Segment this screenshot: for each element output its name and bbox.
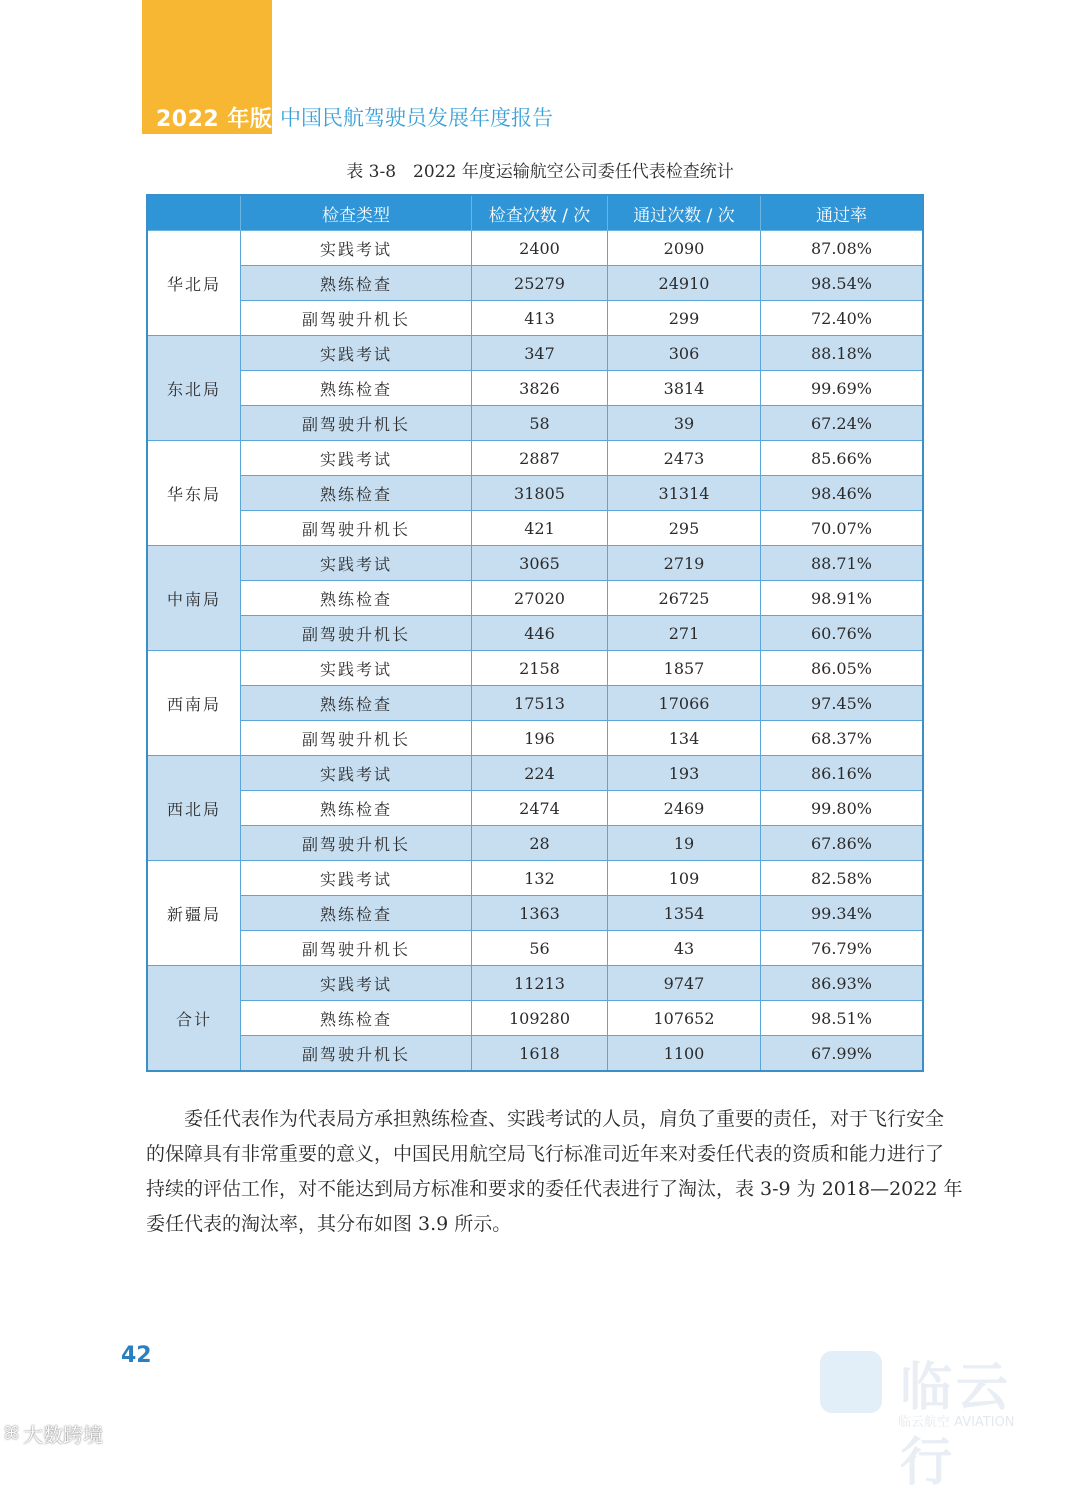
pass-count-cell: 43 xyxy=(608,931,761,966)
table-row xyxy=(147,826,923,861)
table-row xyxy=(147,266,923,301)
pass-count-cell: 306 xyxy=(608,336,761,371)
column-header-pass-rate: 通过率 xyxy=(761,195,924,231)
check-type-cell: 实践考试 xyxy=(241,651,472,686)
check-type-cell: 实践考试 xyxy=(241,966,472,1001)
pass-rate-cell: 70.07% xyxy=(761,511,924,546)
pass-count-cell: 31314 xyxy=(608,476,761,511)
pass-count-cell: 271 xyxy=(608,616,761,651)
check-type-cell: 熟练检查 xyxy=(241,581,472,616)
check-type-cell: 熟练检查 xyxy=(241,791,472,826)
pass-count-cell: 109 xyxy=(608,861,761,896)
check-count-cell: 3826 xyxy=(472,371,608,406)
check-count-cell: 347 xyxy=(472,336,608,371)
table-row xyxy=(147,511,923,546)
check-count-cell: 196 xyxy=(472,721,608,756)
pass-count-cell: 134 xyxy=(608,721,761,756)
check-count-cell: 1363 xyxy=(472,896,608,931)
region-cell: 合计 xyxy=(147,966,241,1072)
check-type-cell: 熟练检查 xyxy=(241,266,472,301)
check-type-cell: 实践考试 xyxy=(241,546,472,581)
check-count-cell: 132 xyxy=(472,861,608,896)
check-count-cell: 56 xyxy=(472,931,608,966)
pass-count-cell: 2719 xyxy=(608,546,761,581)
table-row xyxy=(147,721,923,756)
check-count-cell: 11213 xyxy=(472,966,608,1001)
pass-rate-cell: 67.86% xyxy=(761,826,924,861)
pass-count-cell: 299 xyxy=(608,301,761,336)
check-type-cell: 熟练检查 xyxy=(241,476,472,511)
pass-rate-cell: 68.37% xyxy=(761,721,924,756)
pass-rate-cell: 98.46% xyxy=(761,476,924,511)
check-type-cell: 副驾驶升机长 xyxy=(241,616,472,651)
check-type-cell: 实践考试 xyxy=(241,336,472,371)
pass-rate-cell: 99.80% xyxy=(761,791,924,826)
check-count-cell: 413 xyxy=(472,301,608,336)
check-type-cell: 熟练检查 xyxy=(241,1001,472,1036)
table-row xyxy=(147,1036,923,1072)
pass-count-cell: 193 xyxy=(608,756,761,791)
table-row xyxy=(147,651,923,686)
pass-rate-cell: 98.51% xyxy=(761,1001,924,1036)
check-count-cell: 109280 xyxy=(472,1001,608,1036)
check-count-cell: 58 xyxy=(472,406,608,441)
check-count-cell: 1618 xyxy=(472,1036,608,1072)
check-type-cell: 熟练检查 xyxy=(241,371,472,406)
pass-count-cell: 2090 xyxy=(608,231,761,266)
pass-rate-cell: 60.76% xyxy=(761,616,924,651)
check-count-cell: 25279 xyxy=(472,266,608,301)
check-type-cell: 实践考试 xyxy=(241,441,472,476)
table-row xyxy=(147,931,923,966)
pass-rate-cell: 76.79% xyxy=(761,931,924,966)
column-header-region xyxy=(147,195,241,231)
table-row xyxy=(147,756,923,791)
table-row xyxy=(147,1001,923,1036)
table-row xyxy=(147,336,923,371)
check-count-cell: 2887 xyxy=(472,441,608,476)
column-header-pass-count: 通过次数 / 次 xyxy=(608,195,761,231)
table-row xyxy=(147,231,923,266)
watermark-brand xyxy=(820,1345,1060,1493)
pass-count-cell: 26725 xyxy=(608,581,761,616)
table-row xyxy=(147,546,923,581)
pass-rate-cell: 99.69% xyxy=(761,371,924,406)
watermark-brand-text: 临云行 xyxy=(900,1358,1013,1493)
table-row xyxy=(147,686,923,721)
pass-count-cell: 2469 xyxy=(608,791,761,826)
pass-rate-cell: 88.71% xyxy=(761,546,924,581)
pass-count-cell: 1100 xyxy=(608,1036,761,1072)
region-cell: 东北局 xyxy=(147,336,241,441)
pass-count-cell: 1857 xyxy=(608,651,761,686)
table-header-row xyxy=(147,195,923,231)
check-type-cell: 熟练检查 xyxy=(241,896,472,931)
check-count-cell: 17513 xyxy=(472,686,608,721)
pass-rate-cell: 86.16% xyxy=(761,756,924,791)
table-row xyxy=(147,581,923,616)
check-type-cell: 副驾驶升机长 xyxy=(241,931,472,966)
table-row xyxy=(147,406,923,441)
check-count-cell: 2158 xyxy=(472,651,608,686)
pass-count-cell: 17066 xyxy=(608,686,761,721)
report-title: 中国民航驾驶员发展年度报告 xyxy=(280,106,553,130)
table-caption: 表 3-8 2022 年度运输航空公司委任代表检查统计 xyxy=(346,162,734,182)
pass-rate-cell: 82.58% xyxy=(761,861,924,896)
pass-count-cell: 39 xyxy=(608,406,761,441)
table-row xyxy=(147,616,923,651)
column-header-check-count: 检查次数 / 次 xyxy=(472,195,608,231)
check-count-cell: 31805 xyxy=(472,476,608,511)
pass-rate-cell: 99.34% xyxy=(761,896,924,931)
check-count-cell: 421 xyxy=(472,511,608,546)
check-type-cell: 实践考试 xyxy=(241,861,472,896)
check-type-cell: 副驾驶升机长 xyxy=(241,826,472,861)
region-cell: 西南局 xyxy=(147,651,241,756)
pass-rate-cell: 72.40% xyxy=(761,301,924,336)
inspection-statistics-table xyxy=(146,194,924,1072)
check-type-cell: 副驾驶升机长 xyxy=(241,301,472,336)
paragraph-line: 委任代表作为代表局方承担熟练检查、实践考试的人员，肩负了重要的责任，对于飞行安全 xyxy=(146,1108,945,1130)
pass-rate-cell: 87.08% xyxy=(761,231,924,266)
edition-year-label: 2022 年版 xyxy=(156,107,273,132)
region-cell: 中南局 xyxy=(147,546,241,651)
check-type-cell: 熟练检查 xyxy=(241,686,472,721)
check-type-cell: 副驾驶升机长 xyxy=(241,1036,472,1072)
check-count-cell: 446 xyxy=(472,616,608,651)
paragraph-line: 的保障具有非常重要的意义，中国民用航空局飞行标准司近年来对委任代表的资质和能力进行了 xyxy=(146,1143,945,1165)
region-cell: 华北局 xyxy=(147,231,241,336)
watermark-source xyxy=(4,1419,103,1448)
table-row xyxy=(147,441,923,476)
region-cell: 新疆局 xyxy=(147,861,241,966)
pass-rate-cell: 67.99% xyxy=(761,1036,924,1072)
pass-count-cell: 295 xyxy=(608,511,761,546)
table-row xyxy=(147,791,923,826)
page-number: 42 xyxy=(121,1343,152,1368)
table-row xyxy=(147,896,923,931)
check-count-cell: 224 xyxy=(472,756,608,791)
region-cell: 华东局 xyxy=(147,441,241,546)
column-header-check-type: 检查类型 xyxy=(241,195,472,231)
pass-count-cell: 1354 xyxy=(608,896,761,931)
check-type-cell: 副驾驶升机长 xyxy=(241,406,472,441)
pass-rate-cell: 86.05% xyxy=(761,651,924,686)
check-count-cell: 27020 xyxy=(472,581,608,616)
pass-count-cell: 107652 xyxy=(608,1001,761,1036)
pass-count-cell: 3814 xyxy=(608,371,761,406)
pass-count-cell: 19 xyxy=(608,826,761,861)
table-body xyxy=(147,231,923,1072)
pass-rate-cell: 88.18% xyxy=(761,336,924,371)
pass-rate-cell: 86.93% xyxy=(761,966,924,1001)
pass-count-cell: 9747 xyxy=(608,966,761,1001)
airplane-logo-icon xyxy=(820,1351,882,1413)
table-row xyxy=(147,301,923,336)
pass-rate-cell: 98.54% xyxy=(761,266,924,301)
table-row xyxy=(147,371,923,406)
table-row xyxy=(147,966,923,1001)
check-count-cell: 28 xyxy=(472,826,608,861)
table-row xyxy=(147,861,923,896)
watermark-source-text: 大数跨境 xyxy=(22,1423,103,1447)
pass-rate-cell: 85.66% xyxy=(761,441,924,476)
check-type-cell: 实践考试 xyxy=(241,231,472,266)
check-type-cell: 副驾驶升机长 xyxy=(241,721,472,756)
watermark-brand-subtext: 临云航空 AVIATION xyxy=(898,1415,1015,1430)
check-count-cell: 2474 xyxy=(472,791,608,826)
pass-rate-cell: 67.24% xyxy=(761,406,924,441)
check-type-cell: 副驾驶升机长 xyxy=(241,511,472,546)
paragraph-line: 持续的评估工作，对不能达到局方标准和要求的委任代表进行了淘汰，表 3-9 为 2018—2022 年 xyxy=(146,1178,963,1200)
paragraph-line: 委任代表的淘汰率，其分布如图 3.9 所示。 xyxy=(146,1213,512,1235)
check-count-cell: 2400 xyxy=(472,231,608,266)
body-paragraph xyxy=(146,1102,963,1242)
table-row xyxy=(147,476,923,511)
pass-rate-cell: 97.45% xyxy=(761,686,924,721)
check-count-cell: 3065 xyxy=(472,546,608,581)
pass-count-cell: 24910 xyxy=(608,266,761,301)
weibo-logo-icon: ꕤ xyxy=(4,1423,19,1444)
region-cell: 西北局 xyxy=(147,756,241,861)
pass-rate-cell: 98.91% xyxy=(761,581,924,616)
check-type-cell: 实践考试 xyxy=(241,756,472,791)
pass-count-cell: 2473 xyxy=(608,441,761,476)
